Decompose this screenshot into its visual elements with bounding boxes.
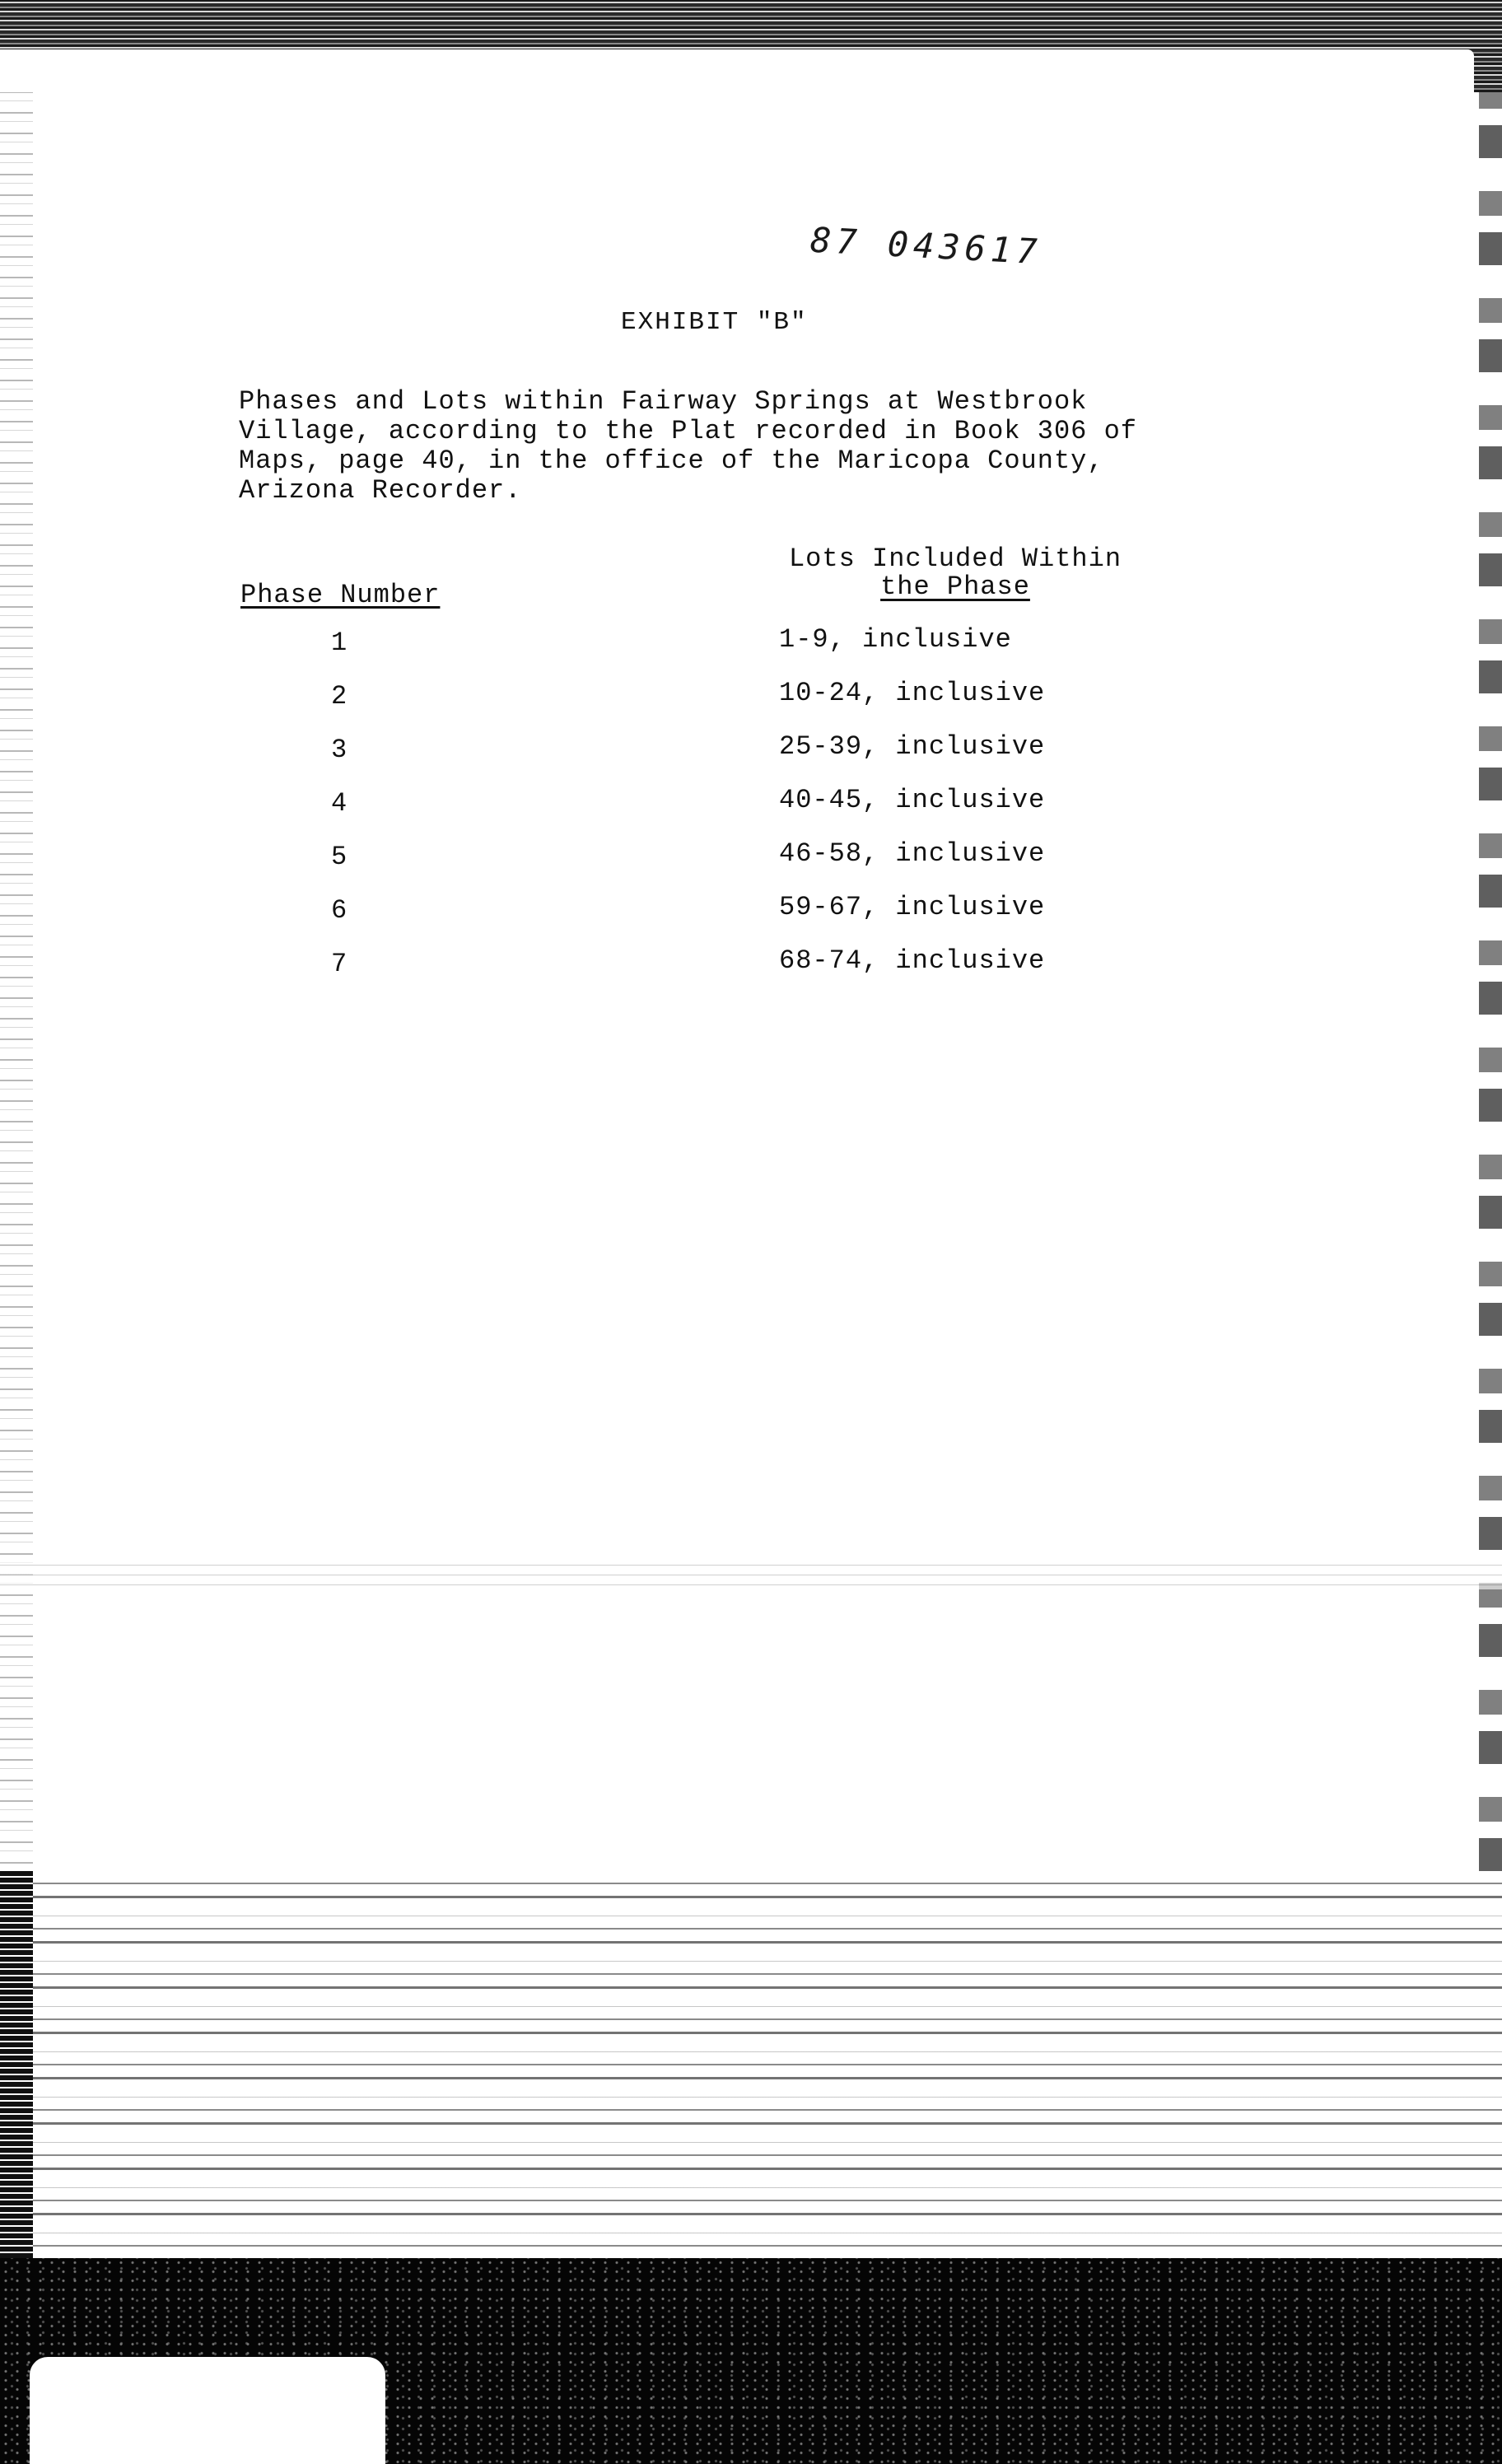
lots-range: 1-9, inclusive [779,624,1012,655]
scan-streak [0,1556,1502,1589]
lots-range: 46-58, inclusive [779,838,1046,869]
intro-paragraph: Phases and Lots within Fairway Springs at Westbrook Village, according to the Plat recorded in Book 306 of Maps, page 40, in the office of the Maricopa County, Arizona Recorder. [239,386,1137,506]
phase-number: 2 [331,681,348,712]
phase-column-header: Phase Number [240,580,441,610]
exhibit-title: EXHIBIT "B" [621,308,808,337]
lots-range: 68-74, inclusive [779,945,1046,976]
table-row [0,624,1502,678]
table-row [0,945,1502,999]
lots-column-header [774,545,1136,601]
lots-header-line2: the Phase [880,572,1030,602]
lots-range: 10-24, inclusive [779,678,1046,708]
recording-number: 87 043617 [809,219,1043,273]
phase-number: 7 [331,949,348,979]
scan-white-patch [30,2357,385,2464]
lots-range: 59-67, inclusive [779,892,1046,922]
table-row [0,785,1502,838]
scan-noise-bottom-left [0,1871,33,2258]
table-row [0,678,1502,731]
page-top-edge [0,49,1474,99]
lots-header-line1: Lots Included Within [788,544,1122,574]
phase-number: 6 [331,895,348,926]
table-row [0,731,1502,785]
lots-range: 25-39, inclusive [779,731,1046,762]
phase-table [0,624,1502,999]
table-row [0,838,1502,892]
phase-number: 3 [331,735,348,765]
phase-number: 5 [331,842,348,872]
table-row [0,892,1502,945]
scan-noise-bottom [0,1871,1502,2258]
lots-range: 40-45, inclusive [779,785,1046,815]
phase-number: 4 [331,788,348,819]
phase-number: 1 [331,628,348,658]
